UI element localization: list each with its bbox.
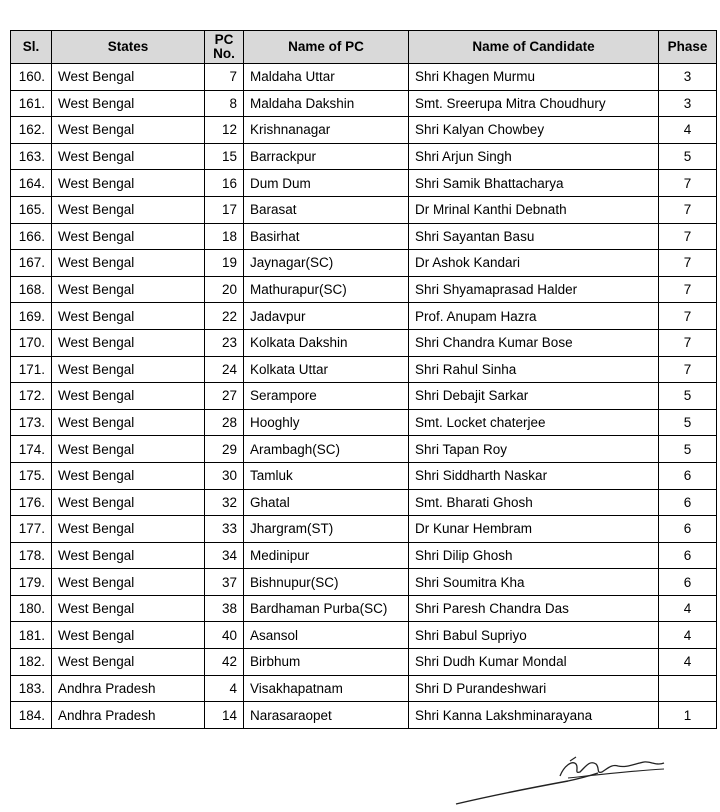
cell-sl: 165. (11, 196, 52, 223)
table-row (11, 383, 717, 410)
cell-phase: 4 (659, 595, 717, 622)
cell-pc-name: Hooghly (244, 409, 409, 436)
cell-state: West Bengal (52, 649, 205, 676)
cell-phase: 7 (659, 329, 717, 356)
cell-state: West Bengal (52, 409, 205, 436)
cell-phase: 5 (659, 409, 717, 436)
cell-phase: 5 (659, 143, 717, 170)
cell-pc-no: 18 (205, 223, 244, 250)
header-states: States (52, 31, 205, 64)
cell-pc-no: 7 (205, 64, 244, 91)
cell-pc-name: Bardhaman Purba(SC) (244, 595, 409, 622)
cell-phase: 5 (659, 436, 717, 463)
cell-candidate: Shri Kanna Lakshminarayana (409, 702, 659, 729)
table-row (11, 595, 717, 622)
cell-phase: 6 (659, 569, 717, 596)
table-row (11, 196, 717, 223)
cell-pc-no: 29 (205, 436, 244, 463)
cell-phase: 6 (659, 462, 717, 489)
cell-state: West Bengal (52, 170, 205, 197)
cell-state: West Bengal (52, 489, 205, 516)
cell-state: West Bengal (52, 223, 205, 250)
cell-pc-name: Jaynagar(SC) (244, 250, 409, 277)
cell-candidate: Shri Dilip Ghosh (409, 542, 659, 569)
header-sl: Sl. (11, 31, 52, 64)
header-pc-no (205, 31, 244, 64)
cell-sl: 162. (11, 117, 52, 144)
cell-candidate: Shri Rahul Sinha (409, 356, 659, 383)
cell-candidate: Shri Paresh Chandra Das (409, 595, 659, 622)
cell-pc-name: Maldaha Uttar (244, 64, 409, 91)
cell-pc-name: Tamluk (244, 462, 409, 489)
cell-pc-no: 8 (205, 90, 244, 117)
table-row (11, 489, 717, 516)
cell-phase: 5 (659, 383, 717, 410)
cell-candidate: Shri Soumitra Kha (409, 569, 659, 596)
cell-pc-name: Ghatal (244, 489, 409, 516)
table-row (11, 250, 717, 277)
cell-pc-no: 40 (205, 622, 244, 649)
header-pc-no-line1: PC (214, 32, 234, 47)
cell-phase: 7 (659, 250, 717, 277)
header-candidate: Name of Candidate (409, 31, 659, 64)
cell-sl: 178. (11, 542, 52, 569)
cell-candidate: Shri Dudh Kumar Mondal (409, 649, 659, 676)
cell-pc-name: Basirhat (244, 223, 409, 250)
cell-sl: 174. (11, 436, 52, 463)
cell-state: West Bengal (52, 462, 205, 489)
cell-state: West Bengal (52, 569, 205, 596)
table-row (11, 143, 717, 170)
table-header-row (11, 31, 717, 64)
cell-phase: 4 (659, 649, 717, 676)
table-row (11, 64, 717, 91)
cell-state: West Bengal (52, 196, 205, 223)
cell-phase: 4 (659, 117, 717, 144)
candidate-table (10, 30, 717, 729)
table-row (11, 436, 717, 463)
cell-sl: 184. (11, 702, 52, 729)
cell-sl: 171. (11, 356, 52, 383)
cell-candidate: Dr Mrinal Kanthi Debnath (409, 196, 659, 223)
cell-pc-no: 24 (205, 356, 244, 383)
cell-state: West Bengal (52, 117, 205, 144)
cell-pc-name: Kolkata Uttar (244, 356, 409, 383)
cell-state: West Bengal (52, 143, 205, 170)
cell-phase: 3 (659, 64, 717, 91)
cell-candidate: Shri Sayantan Basu (409, 223, 659, 250)
header-pc-name: Name of PC (244, 31, 409, 64)
cell-pc-no: 12 (205, 117, 244, 144)
cell-pc-no: 15 (205, 143, 244, 170)
cell-pc-name: Barrackpur (244, 143, 409, 170)
cell-candidate: Shri Shyamaprasad Halder (409, 276, 659, 303)
cell-phase: 4 (659, 622, 717, 649)
cell-state: West Bengal (52, 303, 205, 330)
cell-phase: 6 (659, 542, 717, 569)
cell-state: West Bengal (52, 276, 205, 303)
table-row (11, 356, 717, 383)
cell-sl: 180. (11, 595, 52, 622)
cell-candidate: Shri Tapan Roy (409, 436, 659, 463)
cell-pc-name: Medinipur (244, 542, 409, 569)
cell-pc-no: 4 (205, 675, 244, 702)
cell-candidate: Smt. Locket chaterjee (409, 409, 659, 436)
cell-state: West Bengal (52, 516, 205, 543)
cell-sl: 183. (11, 675, 52, 702)
cell-candidate: Shri Chandra Kumar Bose (409, 329, 659, 356)
cell-sl: 164. (11, 170, 52, 197)
cell-sl: 161. (11, 90, 52, 117)
cell-sl: 176. (11, 489, 52, 516)
cell-sl: 160. (11, 64, 52, 91)
table-row (11, 516, 717, 543)
cell-phase: 7 (659, 276, 717, 303)
table-row (11, 542, 717, 569)
cell-candidate: Shri Babul Supriyo (409, 622, 659, 649)
cell-state: West Bengal (52, 356, 205, 383)
cell-candidate: Shri Samik Bhattacharya (409, 170, 659, 197)
cell-sl: 173. (11, 409, 52, 436)
table-row (11, 223, 717, 250)
cell-sl: 163. (11, 143, 52, 170)
table-row (11, 649, 717, 676)
cell-pc-name: Dum Dum (244, 170, 409, 197)
cell-pc-no: 17 (205, 196, 244, 223)
cell-sl: 181. (11, 622, 52, 649)
table-row (11, 276, 717, 303)
cell-pc-no: 14 (205, 702, 244, 729)
cell-phase: 1 (659, 702, 717, 729)
cell-pc-no: 30 (205, 462, 244, 489)
table-row (11, 170, 717, 197)
cell-candidate: Shri Khagen Murmu (409, 64, 659, 91)
table-row (11, 462, 717, 489)
cell-phase: 3 (659, 90, 717, 117)
cell-candidate: Shri D Purandeshwari (409, 675, 659, 702)
table-row (11, 117, 717, 144)
header-pc-no-line2: No. (213, 46, 235, 61)
cell-pc-no: 28 (205, 409, 244, 436)
cell-state: West Bengal (52, 329, 205, 356)
cell-state: Andhra Pradesh (52, 702, 205, 729)
table-row (11, 622, 717, 649)
cell-state: West Bengal (52, 383, 205, 410)
cell-pc-name: Kolkata Dakshin (244, 329, 409, 356)
cell-pc-name: Jadavpur (244, 303, 409, 330)
cell-sl: 182. (11, 649, 52, 676)
cell-pc-no: 23 (205, 329, 244, 356)
cell-pc-no: 20 (205, 276, 244, 303)
cell-pc-no: 42 (205, 649, 244, 676)
cell-pc-no: 16 (205, 170, 244, 197)
table-row (11, 702, 717, 729)
cell-pc-no: 22 (205, 303, 244, 330)
table-row (11, 409, 717, 436)
cell-phase: 7 (659, 356, 717, 383)
cell-phase: 6 (659, 516, 717, 543)
cell-state: West Bengal (52, 436, 205, 463)
cell-pc-name: Jhargram(ST) (244, 516, 409, 543)
cell-sl: 177. (11, 516, 52, 543)
handwritten-signature (450, 752, 680, 808)
cell-phase: 7 (659, 196, 717, 223)
cell-pc-name: Narasaraopet (244, 702, 409, 729)
cell-state: West Bengal (52, 542, 205, 569)
cell-pc-no: 27 (205, 383, 244, 410)
cell-pc-no: 37 (205, 569, 244, 596)
table-row (11, 569, 717, 596)
cell-sl: 172. (11, 383, 52, 410)
cell-sl: 168. (11, 276, 52, 303)
cell-candidate: Shri Arjun Singh (409, 143, 659, 170)
cell-phase: 7 (659, 170, 717, 197)
cell-candidate: Smt. Bharati Ghosh (409, 489, 659, 516)
cell-pc-name: Serampore (244, 383, 409, 410)
table-row (11, 90, 717, 117)
cell-pc-no: 19 (205, 250, 244, 277)
cell-sl: 170. (11, 329, 52, 356)
cell-pc-no: 34 (205, 542, 244, 569)
cell-candidate: Smt. Sreerupa Mitra Choudhury (409, 90, 659, 117)
header-phase: Phase (659, 31, 717, 64)
cell-state: West Bengal (52, 622, 205, 649)
cell-sl: 169. (11, 303, 52, 330)
cell-pc-name: Asansol (244, 622, 409, 649)
cell-phase: 6 (659, 489, 717, 516)
cell-pc-name: Birbhum (244, 649, 409, 676)
cell-phase: 7 (659, 303, 717, 330)
cell-state: West Bengal (52, 595, 205, 622)
cell-pc-name: Mathurapur(SC) (244, 276, 409, 303)
cell-pc-name: Bishnupur(SC) (244, 569, 409, 596)
cell-candidate: Dr Ashok Kandari (409, 250, 659, 277)
cell-candidate: Shri Siddharth Naskar (409, 462, 659, 489)
cell-state: West Bengal (52, 64, 205, 91)
cell-sl: 167. (11, 250, 52, 277)
cell-pc-name: Barasat (244, 196, 409, 223)
cell-state: West Bengal (52, 90, 205, 117)
cell-pc-no: 32 (205, 489, 244, 516)
table-row (11, 303, 717, 330)
cell-candidate: Prof. Anupam Hazra (409, 303, 659, 330)
table-row (11, 675, 717, 702)
cell-phase (659, 675, 717, 702)
cell-state: West Bengal (52, 250, 205, 277)
cell-pc-name: Maldaha Dakshin (244, 90, 409, 117)
cell-state: Andhra Pradesh (52, 675, 205, 702)
cell-sl: 179. (11, 569, 52, 596)
cell-candidate: Dr Kunar Hembram (409, 516, 659, 543)
cell-pc-name: Arambagh(SC) (244, 436, 409, 463)
cell-sl: 175. (11, 462, 52, 489)
cell-candidate: Shri Debajit Sarkar (409, 383, 659, 410)
table-row (11, 329, 717, 356)
cell-pc-name: Krishnanagar (244, 117, 409, 144)
cell-phase: 7 (659, 223, 717, 250)
cell-pc-no: 33 (205, 516, 244, 543)
cell-pc-name: Visakhapatnam (244, 675, 409, 702)
cell-pc-no: 38 (205, 595, 244, 622)
cell-sl: 166. (11, 223, 52, 250)
cell-candidate: Shri Kalyan Chowbey (409, 117, 659, 144)
